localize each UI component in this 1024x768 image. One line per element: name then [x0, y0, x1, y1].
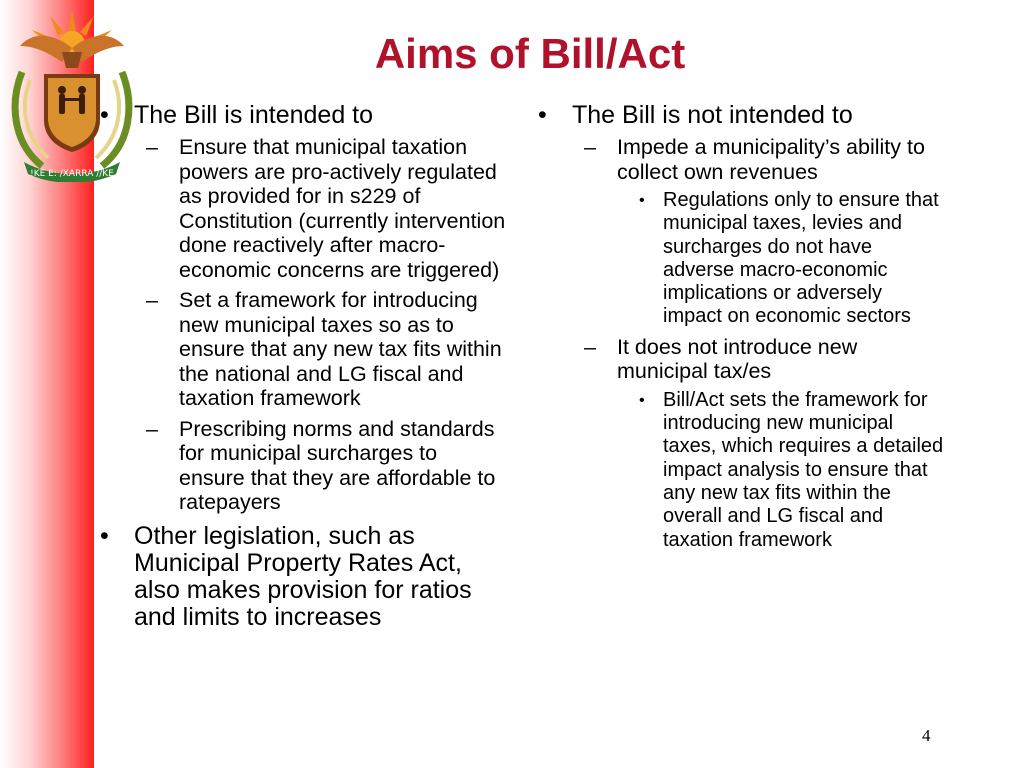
left-second-heading-bullet	[96, 523, 506, 631]
left-column	[96, 102, 506, 631]
left-heading-text: The Bill is intended to	[134, 101, 374, 129]
slide-title: Aims of Bill/Act	[374, 30, 686, 77]
bullet-dash: –	[584, 334, 596, 359]
left-item-3-text: Prescribing norms and standards for municipal surcharges to ensure that they are affordable to ratepayers	[179, 416, 496, 514]
right-column	[534, 102, 944, 552]
right-item-1-sub	[534, 189, 944, 329]
right-item-2	[534, 335, 944, 384]
right-item-2-sub	[534, 389, 944, 552]
left-item-1-text: Ensure that municipal taxation powers are pro-actively regulated as provided for in s229 of Constitution (currently intervention done reactively after macro-economic concerns are triggered)	[179, 135, 506, 282]
right-item-1-sub-text: Regulations only to ensure that municipal taxes, levies and surcharges do not have adverse macro-economic implications or adversely impact on economic sectors	[663, 189, 939, 328]
left-item-1	[96, 135, 506, 282]
right-item-2-text: It does not introduce new municipal tax/es	[617, 334, 858, 384]
bullet-dash: –	[584, 135, 596, 159]
page-number: 4	[922, 726, 931, 745]
svg-text:!KE E: /XARRA //KE: !KE E: /XARRA //KE	[30, 169, 114, 179]
left-second-heading-text: Other legislation, such as Municipal Property Rates Act, also makes provision for ratios and limits to increases	[134, 521, 472, 631]
bullet-dot-small: •	[639, 192, 645, 209]
left-item-2-text: Set a framework for introducing new municipal taxes so as to ensure that any new tax fits within the national and LG fiscal and taxation framework	[179, 288, 502, 410]
bullet-dot: •	[538, 101, 547, 129]
right-heading-bullet	[534, 102, 944, 129]
bullet-dot: •	[100, 521, 109, 550]
bullet-dot: •	[100, 101, 109, 129]
right-item-1-text: Impede a municipality’s ability to collect own revenues	[617, 135, 925, 184]
bullet-dash: –	[146, 135, 158, 159]
bullet-dash: –	[146, 416, 158, 441]
left-item-2	[96, 288, 506, 411]
left-heading-bullet	[96, 102, 506, 129]
bullet-dot-small: •	[639, 391, 645, 409]
right-heading-text: The Bill is not intended to	[572, 101, 853, 129]
bullet-dash: –	[146, 288, 158, 312]
right-item-1	[534, 135, 944, 184]
right-item-2-sub-text: Bill/Act sets the framework for introducing new municipal taxes, which requires a detailed impact analysis to ensure that any new tax fits within the overall and LG fiscal and taxation framework	[663, 388, 944, 551]
left-item-3	[96, 417, 506, 515]
